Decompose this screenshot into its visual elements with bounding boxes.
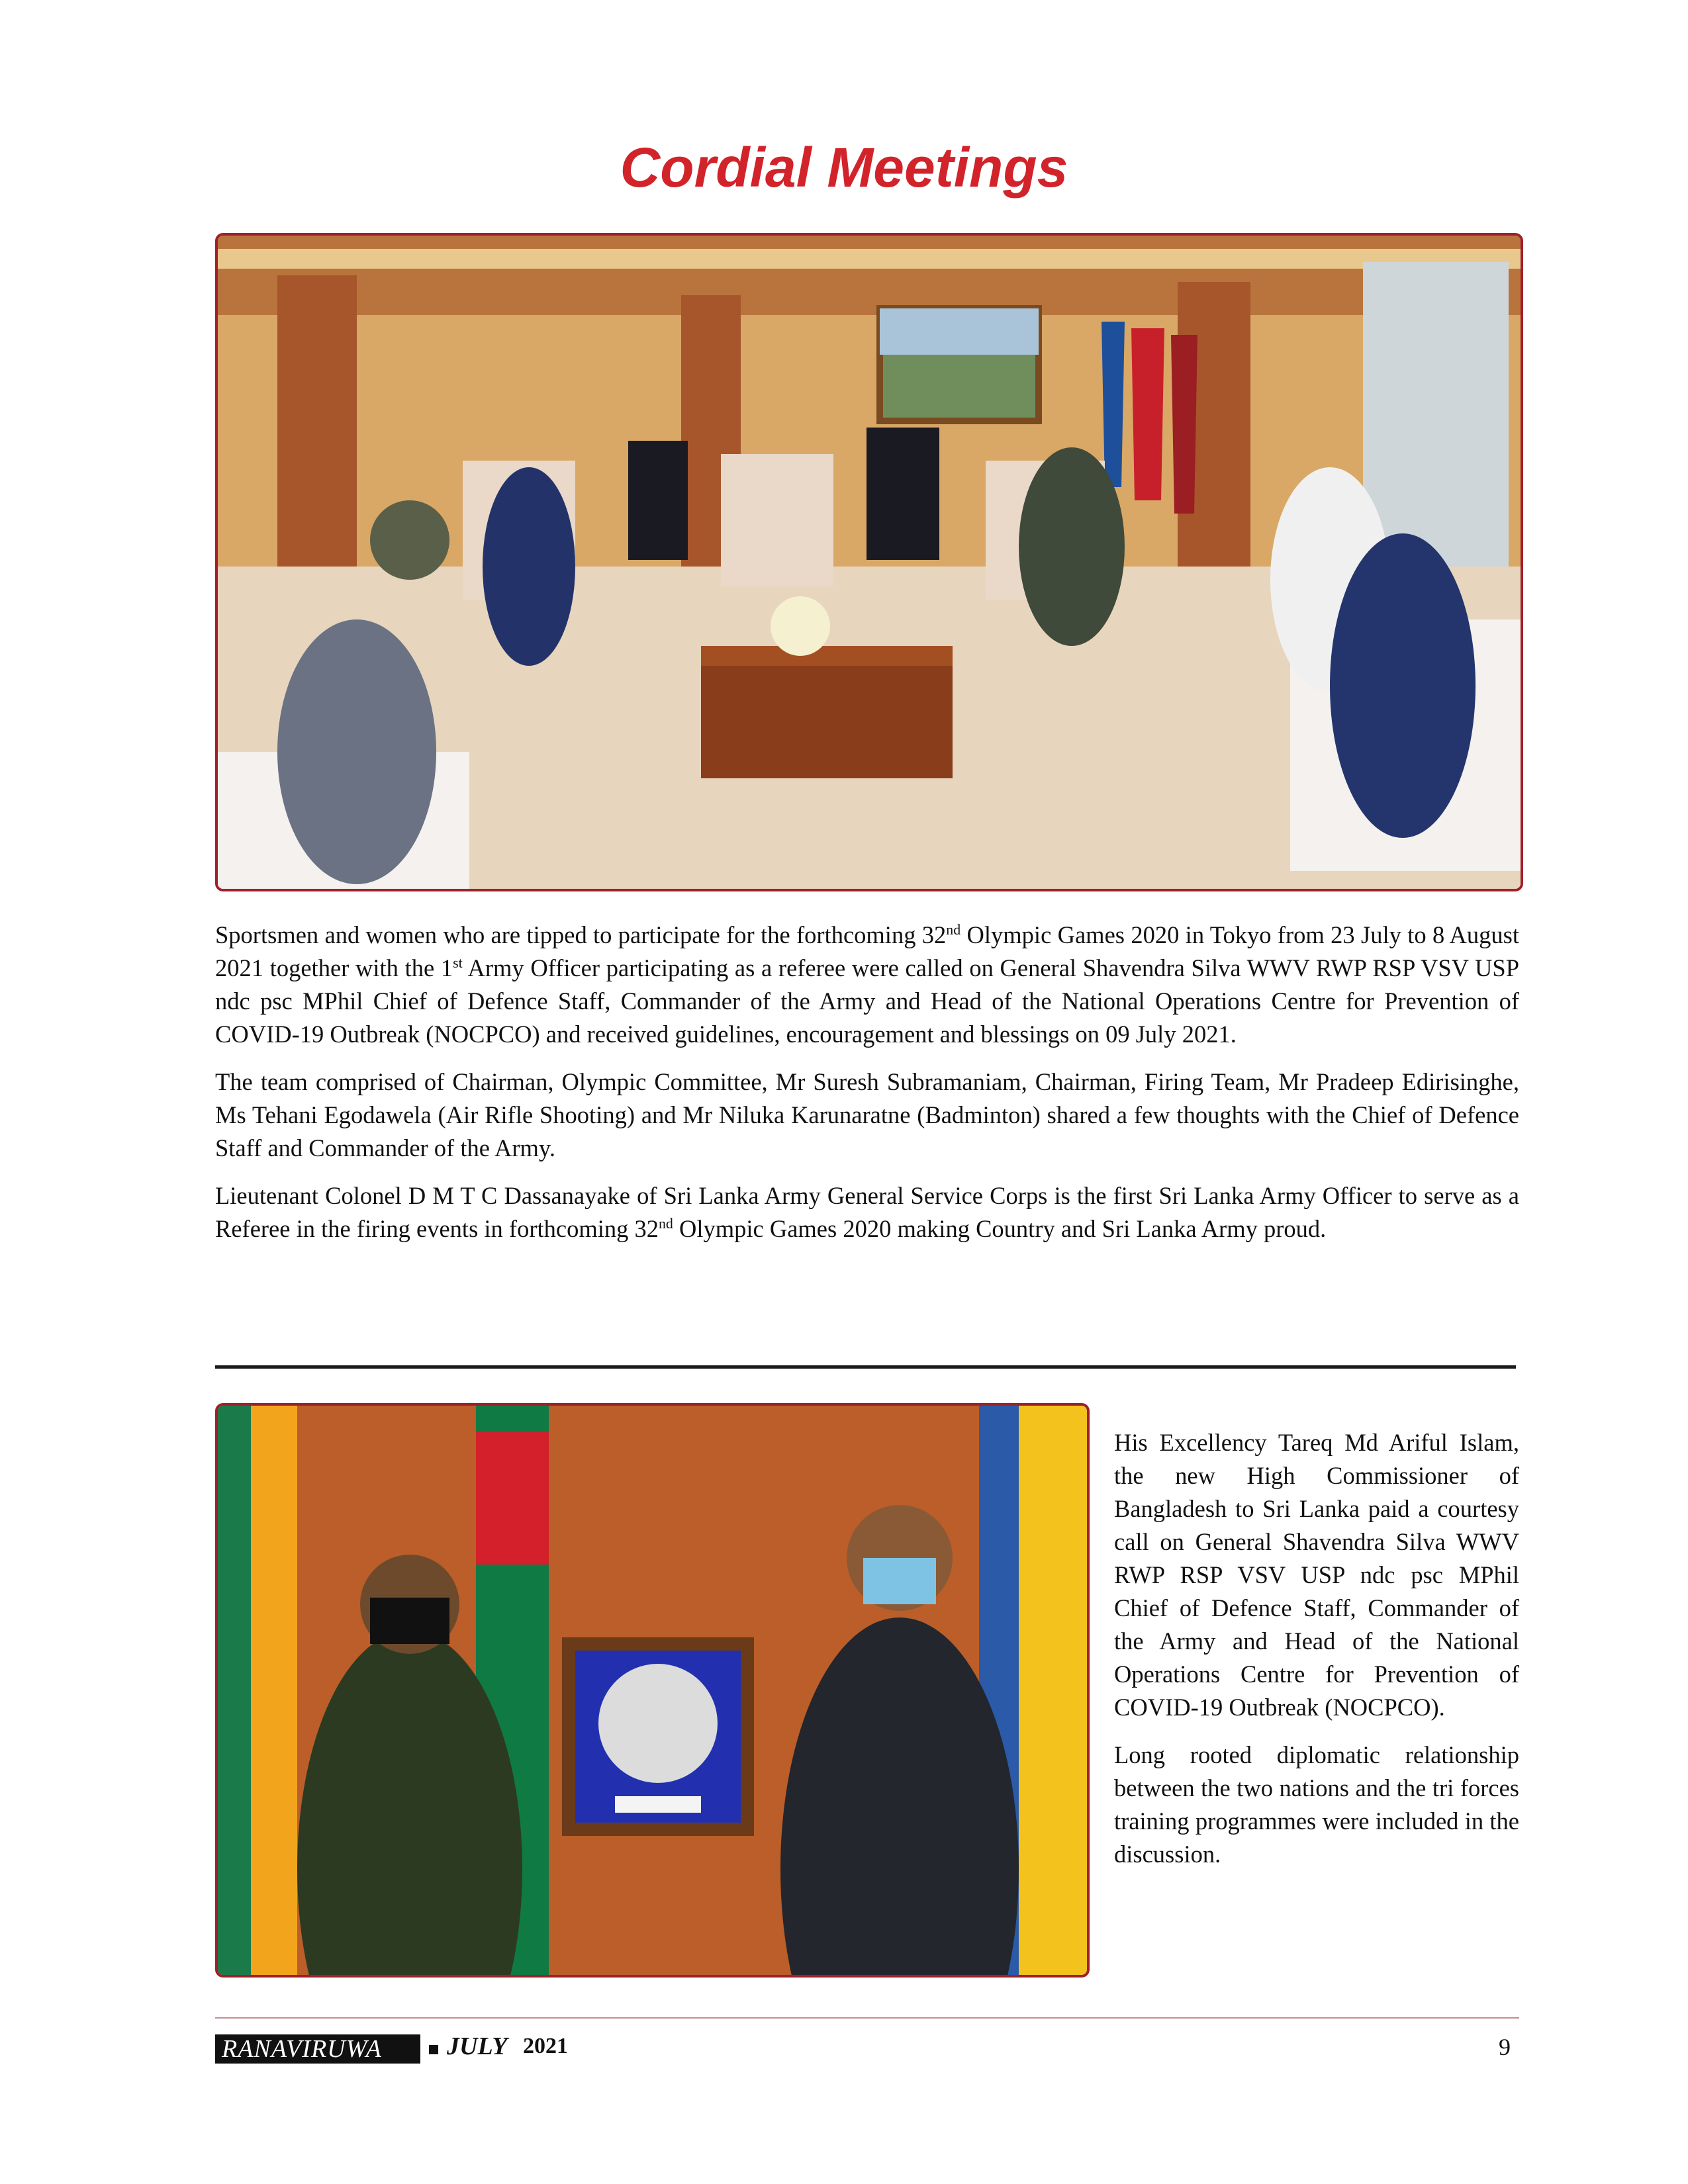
footer-brand: RANAVIRUWA — [215, 2034, 420, 2064]
section-divider — [215, 1365, 1516, 1369]
page-title: Cordial Meetings — [620, 136, 1068, 199]
article1-paragraph-3: Lieutenant Colonel D M T C Dassanayake of Sri Lanka Army General Service Corps is the first Sri Lanka Army Officer to serve as a Referee in the firing events in forthcoming 32nd Olympic Games 2020 making Country and Sri Lanka Army proud. — [215, 1182, 1519, 1242]
page-number: 9 — [1499, 2034, 1511, 2060]
footer-divider — [215, 2017, 1519, 2019]
meeting-room-photo — [215, 233, 1523, 891]
plaque-presentation-illustration — [218, 1406, 1087, 1975]
plaque-presentation-photo — [215, 1403, 1090, 1978]
footer-year: 2021 — [523, 2034, 568, 2058]
article2-paragraph-1: His Excellency Tareq Md Ariful Islam, the new High Commissioner of Bangladesh to Sri Lanka paid a courtesy call on General Shavendra Silva WWV RWP RSP VSV USP ndc psc MPhil Chief of Defence Staff, Commander of the Army and Head of the National Operations Centre for Prevention of COVID-19 Outbreak (NOCPCO). — [1114, 1429, 1519, 1721]
article1-paragraph-1: Sportsmen and women who are tipped to participate for the forthcoming 32nd Olympic Games 2020 in Tokyo from 23 July to 8 August 2021 together with the 1st Army Officer participating as a referee were called on General Shavendra Silva WWV RWP RSP VSV USP ndc psc MPhil Chief of Defence Staff, Commander of the Army and Head of the National Operations Centre for Prevention of COVID-19 Outbreak (NOCPCO) and received guidelines, encouragement and blessings on 09 July 2021. — [215, 921, 1519, 1048]
footer-bullet — [429, 2045, 438, 2054]
meeting-room-illustration — [218, 236, 1521, 889]
article-olympic-team — [215, 919, 1519, 1260]
article2-paragraph-2: Long rooted diplomatic relationship between the two nations and the tri forces training programmes were included in the discussion. — [1114, 1741, 1519, 1868]
footer-month: JULY — [447, 2032, 508, 2060]
article1-paragraph-2: The team comprised of Chairman, Olympic Committee, Mr Suresh Subramaniam, Chairman, Firing Team, Mr Pradeep Edirisinghe, Ms Tehani Egodawela (Air Rifle Shooting) and Mr Niluka Karunaratne (Badminton) shared a few thoughts with the Chief of Defence Staff and Commander of the Army. — [215, 1068, 1519, 1161]
article-bangladesh-visit — [1114, 1426, 1519, 1886]
